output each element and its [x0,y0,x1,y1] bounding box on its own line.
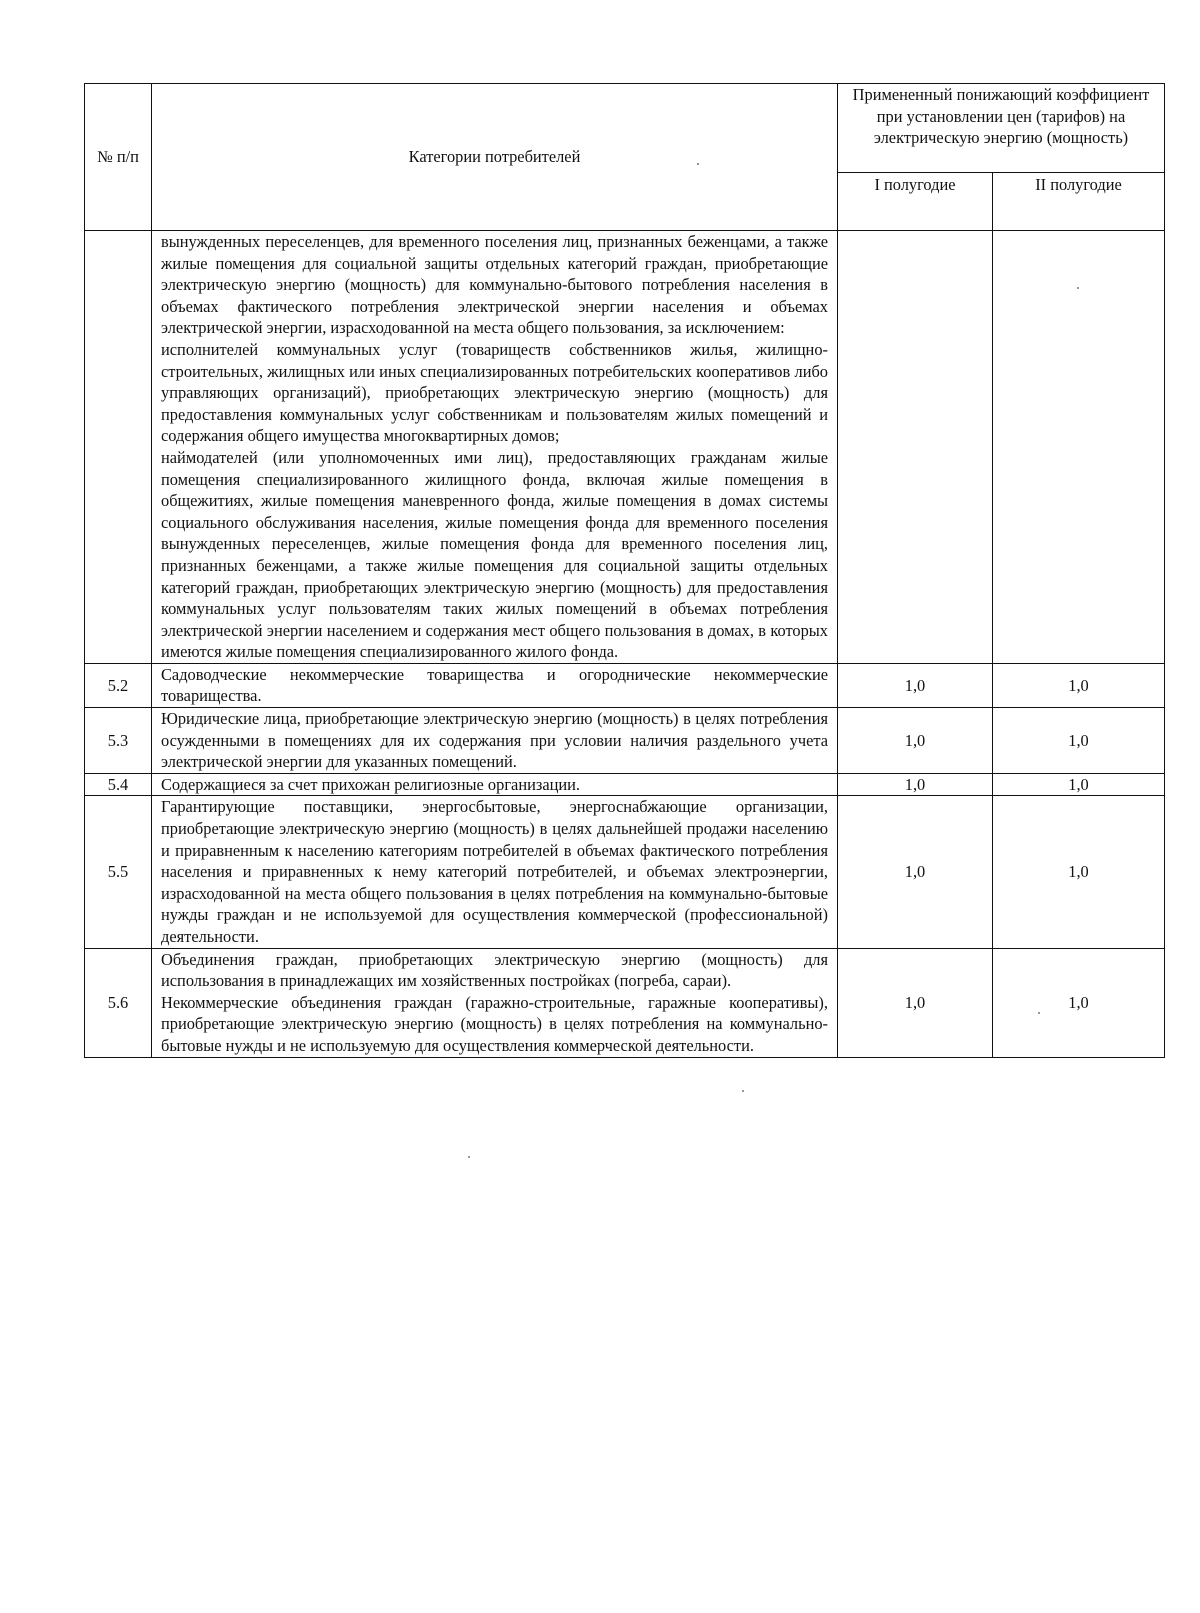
table-header-row [85,84,1165,173]
category-paragraph: наймодателей (или уполномоченных ими лиц), предоставляющих гражданам жилые помещения специализированного жилищного фонда, включая жилые помещения в общежитиях, жилые помещения маневренного фонда, жилые помещения в домах системы социального обслуживания населения, жилые помещения фонда для временного поселения вынужденных переселенцев, жилые помещения фонда для временного поселения лиц, признанных беженцами, а также жилые помещения для социальной защиты отдельных категорий граждан, приобретающих электрическую энергию (мощность) для предоставления коммунальных услуг пользователям таких жилых помещений в объемах потребления электрической энергии населением и содержания мест общего пользования в домах, в которых имеются жилые помещения специализированного жилого фонда. [161,447,828,662]
category-paragraph: Некоммерческие объединения граждан (гаражно-строительные, гаражные кооперативы), приобретающие электрическую энергию (мощность) в целях потребления на коммунально-бытовые нужды и не используемую для осуществления коммерческой деятельности. [161,992,828,1055]
row-category [152,663,838,707]
table-row [85,708,1165,774]
category-paragraph: Объединения граждан, приобретающих электрическую энергию (мощность) для использования в принадлежащих им хозяйственных постройках (погреба, сараи). [161,949,828,991]
row-coefficient-half-2: 1,0 [993,663,1165,707]
row-number: 5.3 [85,708,152,774]
header-category: Категории потребителей [152,84,838,231]
row-coefficient-half-1: 1,0 [838,796,993,948]
row-coefficient-half-2 [993,231,1165,664]
scan-speck [742,1090,744,1092]
row-coefficient-half-1: 1,0 [838,773,993,796]
row-number: 5.5 [85,796,152,948]
row-category [152,773,838,796]
row-category [152,231,838,664]
table-row [85,796,1165,948]
category-paragraph: Гарантирующие поставщики, энергосбытовые, энергоснабжающие организации, приобретающие электрическую энергию (мощность) в целях дальнейшей продажи населению и приравненным к населению категориям потребителей в объемах фактического потребления населения и приравненных к нему категорий потребителей, и объемах электроэнергии, израсходованной на места общего пользования в целях потребления на коммунально-бытовые нужды граждан и не используемой для осуществления коммерческой (профессиональной) деятельности. [161,797,828,946]
scan-speck [468,1156,470,1158]
table-row [85,663,1165,707]
header-half-year-2: II полугодие [993,173,1165,231]
scan-speck [1038,1012,1040,1014]
row-number: 5.6 [85,948,152,1057]
row-number: 5.2 [85,663,152,707]
row-number [85,231,152,664]
table-row [85,948,1165,1057]
header-half-year-1: I полугодие [838,173,993,231]
category-paragraph: вынужденных переселенцев, для временного поселения лиц, признанных беженцами, а также жилые помещения для социальной защиты отдельных категорий граждан, приобретающие электрическую энергию (мощность) для коммунально-бытового потребления населения в объемах фактического потребления электрической энергии населения и объемах электрической энергии, израсходованной на места общего пользования, за исключением: [161,232,828,338]
table-row [85,231,1165,664]
header-coefficient: Примененный понижающий коэффициент при установлении цен (тарифов) на электрическую энергию (мощность) [838,84,1165,173]
row-coefficient-half-1: 1,0 [838,663,993,707]
row-coefficient-half-1: 1,0 [838,948,993,1057]
row-category [152,796,838,948]
row-coefficient-half-2: 1,0 [993,773,1165,796]
row-coefficient-half-2: 1,0 [993,948,1165,1057]
category-paragraph: Садоводческие некоммерческие товарищества и огороднические некоммерческие товарищества. [161,664,828,706]
category-paragraph: Содержащиеся за счет прихожан религиозные организации. [161,774,581,794]
category-paragraph: исполнителей коммунальных услуг (товариществ собственников жилья, жилищно-строительных, жилищных или иных специализированных потребительских кооперативов либо управляющих организаций), приобретающих электрическую энергию (мощность) для предоставления коммунальных услуг собственникам и пользователям жилых помещений и содержания общего имущества многоквартирных домов; [161,339,828,446]
tariff-coefficient-table [84,83,1165,1058]
row-coefficient-half-2: 1,0 [993,796,1165,948]
row-category [152,948,838,1057]
category-paragraph: Юридические лица, приобретающие электрическую энергию (мощность) в целях потребления осужденными в помещениях для их содержания при условии наличия раздельного учета электрической энергии для указанных помещений. [161,709,828,772]
row-coefficient-half-1: 1,0 [838,708,993,774]
row-category [152,708,838,774]
row-coefficient-half-2: 1,0 [993,708,1165,774]
row-coefficient-half-1 [838,231,993,664]
row-number: 5.4 [85,773,152,796]
table-row [85,773,1165,796]
scan-speck [697,163,699,165]
table-body [85,231,1165,1058]
header-number: № п/п [85,84,152,231]
scan-speck [1077,287,1079,289]
